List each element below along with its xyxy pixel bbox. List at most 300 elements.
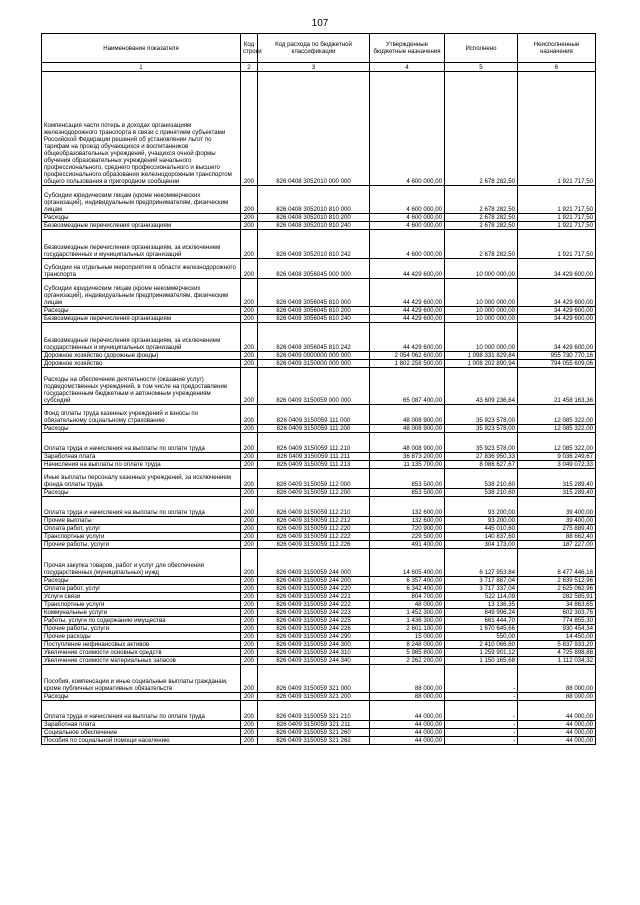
row-name: Оплата труда и начисления на выплаты по оплате труда	[42, 497, 241, 517]
row-name: Оплата труда и начисления на выплаты по оплате труда	[42, 701, 241, 721]
row-classification: 826 0409 3150059 321 211	[258, 721, 370, 729]
table-row	[42, 641, 596, 649]
row-unexecuted: 44 000,00	[518, 701, 596, 721]
row-classification: 826 0409 3150059 112 226	[258, 541, 370, 549]
row-executed: 661 444,70	[445, 617, 518, 625]
row-code: 200	[241, 609, 258, 617]
row-name: Расходы	[42, 214, 241, 222]
table-row	[42, 693, 596, 701]
row-code: 200	[241, 517, 258, 525]
row-name: Дорожное хозяйство	[42, 360, 241, 368]
row-code: 200	[241, 525, 258, 533]
row-code: 200	[241, 461, 258, 469]
row-approved: 48 008 900,00	[370, 425, 445, 433]
table-row	[42, 469, 596, 489]
row-executed: 10 000 000,00	[445, 307, 518, 315]
row-classification: 826 0408 3052010 810 242	[258, 230, 370, 259]
row-name: Прочие выплаты	[42, 517, 241, 525]
row-code: 200	[241, 641, 258, 649]
row-classification: 826 0409 3150059 321 262	[258, 737, 370, 745]
row-name: Прочая закупка товаров, работ и услуг для обеспечения государственных (муниципальных) нужд	[42, 549, 241, 577]
row-code: 200	[241, 259, 258, 279]
row-name: Расходы на обеспечение деятельности (оказание услуг) подведомственных учреждений, в том числе на предоставление государственным бюджетным и автономным учреждениям субсидий	[42, 368, 241, 405]
row-code: 200	[241, 665, 258, 693]
row-executed: 538 210,60	[445, 489, 518, 497]
row-executed: 1 259 901,12	[445, 649, 518, 657]
row-executed: 2 678 282,50	[445, 230, 518, 259]
row-classification: 826 0409 3150059 112 220	[258, 525, 370, 533]
row-executed: 2 678 282,50	[445, 72, 518, 186]
row-code: 200	[241, 425, 258, 433]
row-code: 200	[241, 497, 258, 517]
budget-execution-table	[41, 33, 596, 745]
row-executed: 1 670 645,66	[445, 625, 518, 633]
row-unexecuted: 315 289,40	[518, 469, 596, 489]
column-number: 4	[370, 63, 445, 72]
row-classification: 826 0409 3150059 244 220	[258, 585, 370, 593]
row-approved: 48 000,00	[370, 601, 445, 609]
row-unexecuted: 315 289,40	[518, 489, 596, 497]
row-classification: 826 0409 3150059 321 260	[258, 729, 370, 737]
table-row	[42, 222, 596, 230]
row-name: Компенсация части потерь в доходах организациям железнодорожного транспорта в связи с принятием субъектами Российской Федерации решений об установлении льгот по тарифам на проезд обучающихся и воспитанников общеобразовательных учреждений, учащихся очной формы обучения образовательных учреждений начального профессионального, среднего профессионального и высшего профессионального образования железнодорожным транспортом общего пользования в пригородном сообщении	[42, 72, 241, 186]
row-name: Транспортные услуги	[42, 601, 241, 609]
row-unexecuted: 282 585,91	[518, 593, 596, 601]
row-code: 200	[241, 693, 258, 701]
row-classification: 826 0409 3150059 244 222	[258, 601, 370, 609]
row-unexecuted: 930 454,34	[518, 625, 596, 633]
row-code: 200	[241, 489, 258, 497]
row-code: 200	[241, 279, 258, 307]
table-row	[42, 609, 596, 617]
row-classification: 826 0409 3150059 321 000	[258, 665, 370, 693]
row-classification: 826 0409 3150059 321 210	[258, 701, 370, 721]
row-name: Заработная плата	[42, 721, 241, 729]
row-code: 200	[241, 315, 258, 323]
header-name: Наименование показателя	[42, 34, 241, 63]
row-code: 200	[241, 585, 258, 593]
row-name: Прочие работы, услуги	[42, 625, 241, 633]
row-approved: 491 400,00	[370, 541, 445, 549]
row-approved: 48 008 900,00	[370, 405, 445, 425]
column-number: 1	[42, 63, 241, 72]
table-row	[42, 625, 596, 633]
row-unexecuted: 774 855,30	[518, 617, 596, 625]
row-code: 200	[241, 186, 258, 214]
row-name: Субсидии на отдельные мероприятия в области железнодорожного транспорта	[42, 259, 241, 279]
row-approved: 4 600 000,00	[370, 214, 445, 222]
row-executed: 538 210,60	[445, 469, 518, 489]
table-row	[42, 585, 596, 593]
row-name: Расходы	[42, 425, 241, 433]
row-executed: 1 098 331 829,84	[445, 352, 518, 360]
row-executed: 93 200,00	[445, 497, 518, 517]
row-approved: 15 000,00	[370, 633, 445, 641]
row-code: 200	[241, 222, 258, 230]
row-unexecuted: 34 429 600,00	[518, 307, 596, 315]
row-executed: 1 008 202 890,94	[445, 360, 518, 368]
table-row	[42, 729, 596, 737]
row-name: Увеличение стоимости основных средств	[42, 649, 241, 657]
row-code: 200	[241, 72, 258, 186]
row-unexecuted: 5 837 933,20	[518, 641, 596, 649]
column-number: 3	[258, 63, 370, 72]
row-unexecuted: 4 725 898,88	[518, 649, 596, 657]
row-unexecuted: 8 477 446,16	[518, 549, 596, 577]
row-unexecuted: 1 921 717,50	[518, 222, 596, 230]
row-classification: 826 0409 3150059 244 223	[258, 609, 370, 617]
page-number: 107	[311, 18, 329, 29]
row-unexecuted: 187 227,00	[518, 541, 596, 549]
table-row	[42, 657, 596, 665]
row-approved: 48 008 900,00	[370, 433, 445, 453]
row-unexecuted: 44 000,00	[518, 729, 596, 737]
row-name: Субсидии юридическим лицам (кроме некоммерческих организаций), индивидуальным предпринимателям, физическим лицам	[42, 279, 241, 307]
row-executed: 43 609 236,64	[445, 368, 518, 405]
table-row	[42, 352, 596, 360]
row-classification: 826 0409 3150059 321 200	[258, 693, 370, 701]
row-name: Оплата работ, услуг	[42, 585, 241, 593]
row-approved: 88 000,00	[370, 693, 445, 701]
table-row	[42, 633, 596, 641]
row-unexecuted: 34 863,65	[518, 601, 596, 609]
row-approved: 4 600 000,00	[370, 222, 445, 230]
row-code: 200	[241, 577, 258, 585]
row-approved: 44 429 600,00	[370, 323, 445, 352]
row-name: Услуги связи	[42, 593, 241, 601]
row-unexecuted: 88 000,00	[518, 693, 596, 701]
row-name: Коммунальные услуги	[42, 609, 241, 617]
table-row	[42, 737, 596, 745]
table-row	[42, 279, 596, 307]
row-approved: 44 429 600,00	[370, 279, 445, 307]
row-classification: 826 0409 3150059 244 225	[258, 617, 370, 625]
row-classification: 826 0408 3052010 000 000	[258, 72, 370, 186]
row-classification: 826 0409 0000000 000 000	[258, 352, 370, 360]
row-name: Расходы	[42, 489, 241, 497]
row-unexecuted: 12 085 322,00	[518, 425, 596, 433]
header-classification: Код расхода по бюджетной классификации	[258, 34, 370, 63]
row-code: 200	[241, 617, 258, 625]
row-name: Увеличение стоимости материальных запасов	[42, 657, 241, 665]
row-executed: 35 923 578,00	[445, 405, 518, 425]
row-code: 200	[241, 633, 258, 641]
row-classification: 826 0409 3150059 244 290	[258, 633, 370, 641]
table-row	[42, 601, 596, 609]
row-name: Расходы	[42, 693, 241, 701]
row-classification: 826 0408 3056045 000 000	[258, 259, 370, 279]
table-row	[42, 541, 596, 549]
table-row	[42, 259, 596, 279]
row-name: Фонд оплаты труда казенных учреждений и взносы по обязательному социальному страхованию	[42, 405, 241, 425]
table-row	[42, 489, 596, 497]
row-name: Прочие расходы	[42, 633, 241, 641]
row-unexecuted: 1 921 717,50	[518, 230, 596, 259]
row-classification: 826 0409 3150059 112 222	[258, 533, 370, 541]
row-classification: 826 0409 3150059 111 213	[258, 461, 370, 469]
row-approved: 2 601 100,00	[370, 625, 445, 633]
table-row	[42, 230, 596, 259]
row-executed: 10 000 000,00	[445, 323, 518, 352]
row-executed: 445 010,60	[445, 525, 518, 533]
row-name: Безвозмездные перечисления организациям	[42, 222, 241, 230]
header-executed: Исполнено	[445, 34, 518, 63]
table-row	[42, 453, 596, 461]
row-name: Транспортные услуги	[42, 533, 241, 541]
row-name: Пособия по социальной помощи населению	[42, 737, 241, 745]
row-name: Заработная плата	[42, 453, 241, 461]
row-executed: 93 200,00	[445, 517, 518, 525]
row-approved: 6 357 400,00	[370, 577, 445, 585]
table-row	[42, 593, 596, 601]
row-approved: 44 429 600,00	[370, 315, 445, 323]
row-classification: 826 0409 3150059 244 200	[258, 577, 370, 585]
row-executed: 2 678 282,50	[445, 214, 518, 222]
row-code: 200	[241, 657, 258, 665]
table-row	[42, 497, 596, 517]
row-classification: 826 0408 3052010 810 000	[258, 186, 370, 214]
header-approved: Утвержденные бюджетные назначения	[370, 34, 445, 63]
row-executed: 3 717 887,04	[445, 577, 518, 585]
table-row	[42, 315, 596, 323]
row-unexecuted: 2 639 512,96	[518, 577, 596, 585]
row-classification: 826 0409 3150059 112 200	[258, 489, 370, 497]
row-name: Пособия, компенсации и иные социальные выплаты гражданам, кроме публичных нормативных обязательств	[42, 665, 241, 693]
row-executed: 27 836 950,33	[445, 453, 518, 461]
row-unexecuted: 3 049 072,33	[518, 461, 596, 469]
row-executed: 2 678 282,50	[445, 186, 518, 214]
row-approved: 44 000,00	[370, 737, 445, 745]
row-code: 200	[241, 549, 258, 577]
row-unexecuted: 44 000,00	[518, 721, 596, 729]
row-classification: 826 0408 3052010 810 200	[258, 214, 370, 222]
table-row	[42, 649, 596, 657]
row-code: 200	[241, 469, 258, 489]
row-approved: 132 600,00	[370, 517, 445, 525]
row-approved: 1 452 300,00	[370, 609, 445, 617]
row-executed: 13 136,35	[445, 601, 518, 609]
row-classification: 826 0409 3150059 111 210	[258, 433, 370, 453]
row-unexecuted: 1 921 717,50	[518, 214, 596, 222]
row-unexecuted: 39 400,00	[518, 517, 596, 525]
row-approved: 44 000,00	[370, 701, 445, 721]
row-approved: 11 135 700,00	[370, 461, 445, 469]
row-name: Субсидии юридическим лицам (кроме некоммерческих организаций), индивидуальным предпринимателям, физическим лицам	[42, 186, 241, 214]
table-row	[42, 665, 596, 693]
row-classification: 826 0408 3056045 810 000	[258, 279, 370, 307]
table-row	[42, 549, 596, 577]
table-row	[42, 307, 596, 315]
row-classification: 826 0408 3056045 810 200	[258, 307, 370, 315]
row-code: 200	[241, 360, 258, 368]
table-body	[42, 72, 596, 745]
row-classification: 826 0409 3150059 244 226	[258, 625, 370, 633]
row-approved: 4 600 000,00	[370, 72, 445, 186]
row-executed: 1 150 165,68	[445, 657, 518, 665]
row-unexecuted: 88 000,00	[518, 665, 596, 693]
row-approved: 853 500,00	[370, 469, 445, 489]
row-executed: 304 173,00	[445, 541, 518, 549]
row-executed: 550,00	[445, 633, 518, 641]
row-executed: -	[445, 729, 518, 737]
row-executed: 35 923 578,00	[445, 433, 518, 453]
row-name: Оплата работ, услуг	[42, 525, 241, 533]
row-approved: 44 429 600,00	[370, 259, 445, 279]
table-row	[42, 577, 596, 585]
row-executed: -	[445, 737, 518, 745]
row-unexecuted: 21 458 163,36	[518, 368, 596, 405]
row-classification: 826 0409 3150059 112 000	[258, 469, 370, 489]
row-code: 200	[241, 307, 258, 315]
row-unexecuted: 39 400,00	[518, 497, 596, 517]
row-approved: 804 700,00	[370, 593, 445, 601]
table-row	[42, 323, 596, 352]
row-unexecuted: 275 889,40	[518, 525, 596, 533]
row-approved: 853 500,00	[370, 489, 445, 497]
row-classification: 826 0409 3150059 111 000	[258, 405, 370, 425]
row-executed: 35 923 578,00	[445, 425, 518, 433]
header-unexecuted: Неисполненные назначения	[518, 34, 596, 63]
row-classification: 826 0409 3150059 244 221	[258, 593, 370, 601]
row-approved: 44 429 600,00	[370, 307, 445, 315]
row-classification: 826 0408 3056045 810 242	[258, 323, 370, 352]
row-name: Оплата труда и начисления на выплаты по оплате труда	[42, 433, 241, 453]
row-code: 200	[241, 453, 258, 461]
table-row	[42, 433, 596, 453]
row-code: 200	[241, 323, 258, 352]
row-unexecuted: 1 112 034,32	[518, 657, 596, 665]
row-approved: 1 802 258 500,00	[370, 360, 445, 368]
row-approved: 1 436 300,00	[370, 617, 445, 625]
row-name: Дорожное хозяйство (дорожные фонды)	[42, 352, 241, 360]
row-code: 200	[241, 433, 258, 453]
row-unexecuted: 14 450,00	[518, 633, 596, 641]
row-executed: 3 717 337,04	[445, 585, 518, 593]
row-unexecuted: 12 085 322,00	[518, 405, 596, 425]
row-name: Безвозмездные перечисления организациям	[42, 315, 241, 323]
row-approved: 36 873 200,00	[370, 453, 445, 461]
row-approved: 88 000,00	[370, 665, 445, 693]
row-executed: 10 000 000,00	[445, 279, 518, 307]
row-code: 200	[241, 230, 258, 259]
row-classification: 826 0408 3056045 810 240	[258, 315, 370, 323]
row-approved: 6 342 400,00	[370, 585, 445, 593]
header-row	[42, 34, 596, 63]
column-number: 2	[241, 63, 258, 72]
table-row	[42, 461, 596, 469]
table-row	[42, 533, 596, 541]
row-unexecuted: 1 921 717,50	[518, 186, 596, 214]
header-code: Код строки	[241, 34, 258, 63]
row-approved: 65 087 400,00	[370, 368, 445, 405]
row-unexecuted: 9 036 249,67	[518, 453, 596, 461]
row-code: 200	[241, 601, 258, 609]
row-name: Социальное обеспечение	[42, 729, 241, 737]
row-code: 200	[241, 721, 258, 729]
row-approved: 2 262 200,00	[370, 657, 445, 665]
row-classification: 826 0409 3150059 244 000	[258, 549, 370, 577]
row-classification: 826 0409 3150000 000 000	[258, 360, 370, 368]
row-unexecuted: 1 921 717,50	[518, 72, 596, 186]
table-row	[42, 360, 596, 368]
row-approved: 4 600 000,00	[370, 230, 445, 259]
row-executed: 10 000 000,00	[445, 259, 518, 279]
row-approved: 229 500,00	[370, 533, 445, 541]
row-classification: 826 0409 3150059 000 000	[258, 368, 370, 405]
row-classification: 826 0409 3150059 111 200	[258, 425, 370, 433]
row-classification: 826 0409 3150059 111 211	[258, 453, 370, 461]
table-row	[42, 425, 596, 433]
row-unexecuted: 602 303,76	[518, 609, 596, 617]
row-code: 200	[241, 405, 258, 425]
row-name: Безвозмездные перечисления организациям, за исключением государственных и муниципальных организаций	[42, 230, 241, 259]
row-approved: 4 600 000,00	[370, 186, 445, 214]
table-row	[42, 701, 596, 721]
row-executed: -	[445, 665, 518, 693]
column-number: 5	[445, 63, 518, 72]
row-code: 200	[241, 593, 258, 601]
row-approved: 44 000,00	[370, 721, 445, 729]
row-code: 200	[241, 649, 258, 657]
row-code: 200	[241, 737, 258, 745]
row-code: 200	[241, 729, 258, 737]
row-approved: 5 985 800,00	[370, 649, 445, 657]
table-row	[42, 72, 596, 186]
row-unexecuted: 88 662,40	[518, 533, 596, 541]
row-unexecuted: 12 085 322,00	[518, 433, 596, 453]
table-row	[42, 617, 596, 625]
row-name: Поступление нефинансовых активов	[42, 641, 241, 649]
row-name: Начисления на выплаты по оплате труда	[42, 461, 241, 469]
row-approved: 8 248 000,00	[370, 641, 445, 649]
column-number: 6	[518, 63, 596, 72]
row-name: Прочие работы, услуги	[42, 541, 241, 549]
row-code: 200	[241, 701, 258, 721]
row-code: 200	[241, 352, 258, 360]
row-approved: 14 605 400,00	[370, 549, 445, 577]
row-approved: 720 900,00	[370, 525, 445, 533]
table-row	[42, 214, 596, 222]
column-number-row	[42, 63, 596, 72]
row-executed: -	[445, 693, 518, 701]
row-unexecuted: 2 625 062,96	[518, 585, 596, 593]
row-unexecuted: 34 429 600,00	[518, 323, 596, 352]
table-row	[42, 517, 596, 525]
row-classification: 826 0409 3150059 112 210	[258, 497, 370, 517]
table-row	[42, 525, 596, 533]
row-name: Иные выплаты персоналу казенных учреждений, за исключением фонда оплаты труда	[42, 469, 241, 489]
row-executed: 6 127 953,84	[445, 549, 518, 577]
row-name: Работы, услуги по содержанию имущества	[42, 617, 241, 625]
row-unexecuted: 34 429 600,00	[518, 259, 596, 279]
row-name: Расходы	[42, 307, 241, 315]
table-row	[42, 186, 596, 214]
row-unexecuted: 34 429 600,00	[518, 279, 596, 307]
row-unexecuted: 44 000,00	[518, 737, 596, 745]
row-approved: 132 600,00	[370, 497, 445, 517]
row-executed: -	[445, 701, 518, 721]
row-code: 200	[241, 541, 258, 549]
row-approved: 44 000,00	[370, 729, 445, 737]
table-row	[42, 405, 596, 425]
row-executed: 10 000 000,00	[445, 315, 518, 323]
row-name: Безвозмездные перечисления организациям, за исключением государственных и муниципальных организаций	[42, 323, 241, 352]
row-executed: 140 837,60	[445, 533, 518, 541]
row-unexecuted: 955 730 770,16	[518, 352, 596, 360]
row-executed: 849 996,24	[445, 609, 518, 617]
row-executed: 2 410 066,80	[445, 641, 518, 649]
row-executed: 2 678 282,50	[445, 222, 518, 230]
